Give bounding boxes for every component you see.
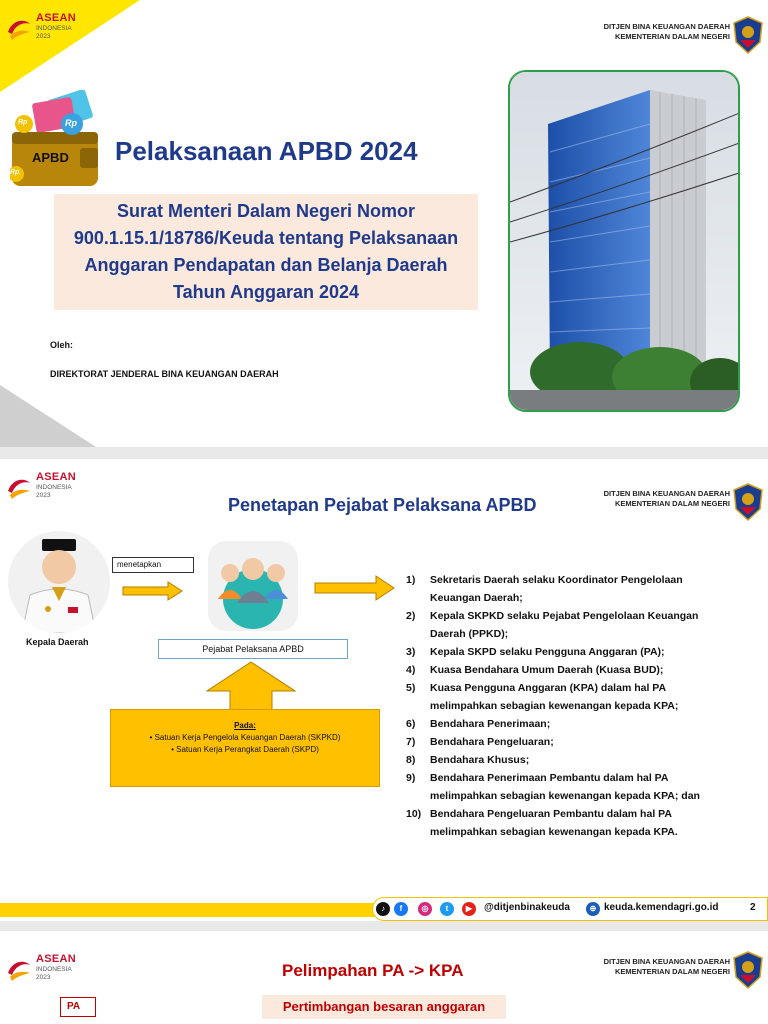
building-photo	[508, 70, 740, 412]
pada-item-text: Satuan Kerja Pengelola Keuangan Daerah (SKPKD)	[154, 733, 341, 742]
social-handle[interactable]: @ditjenbinakeuda	[484, 902, 570, 913]
slide-separator	[0, 447, 768, 459]
asean-title: ASEAN	[36, 953, 77, 965]
list-text: Kuasa Pengguna Anggaran (KPA) dalam hal PA	[430, 682, 667, 694]
corner-decoration	[0, 385, 96, 447]
pa-box: PA	[60, 997, 96, 1017]
list-item	[406, 571, 756, 607]
list-number: 9)	[406, 772, 416, 784]
people-group-icon	[208, 541, 298, 631]
asean-logo	[6, 469, 86, 509]
list-text: melimpahkan sebagian kewenangan kepada KPA.	[430, 826, 678, 838]
list-text: Bendahara Penerimaan;	[430, 718, 551, 730]
list-text: melimpahkan sebagian kewenangan kepada KPA; dan	[430, 790, 700, 802]
list-text: Bendahara Pengeluaran Pembantu dalam hal PA	[430, 808, 672, 820]
letter-reference-box	[54, 194, 478, 310]
pejabat-pelaksana-label: Pejabat Pelaksana APBD	[158, 639, 348, 659]
list-text: Sekretaris Daerah selaku Koordinator Pengelolaan	[430, 574, 683, 586]
pada-box	[110, 709, 380, 787]
social-footer	[0, 897, 768, 921]
facebook-icon[interactable]: f	[394, 902, 408, 916]
list-item	[406, 733, 756, 751]
wallet-label: APBD	[32, 150, 69, 165]
apbd-wallet-illustration	[10, 90, 102, 190]
ditjen-header	[604, 22, 730, 42]
list-item	[406, 607, 756, 643]
list-text: Kepala SKPKD selaku Pejabat Pengelolaan Keuangan	[430, 610, 699, 622]
page-number: 2	[750, 902, 756, 913]
pada-title: Pada:	[234, 721, 256, 730]
globe-icon: ⊕	[586, 902, 600, 916]
asean-country: INDONESIA	[36, 25, 72, 32]
list-text: melimpahkan sebagian kewenangan kepada KPA;	[430, 700, 679, 712]
menetapkan-label: menetapkan	[112, 557, 194, 573]
coin-label: Rp	[65, 118, 77, 128]
list-text: Bendahara Penerimaan Pembantu dalam hal PA	[430, 772, 669, 784]
ditjen-line1: DITJEN BINA KEUANGAN DAERAH	[603, 22, 730, 31]
list-item	[406, 679, 756, 715]
list-number: 1)	[406, 574, 416, 586]
asean-title: ASEAN	[36, 12, 77, 24]
slide-cover	[0, 0, 768, 447]
asean-logo	[6, 951, 86, 991]
list-number: 8)	[406, 754, 416, 766]
list-text: Bendahara Khusus;	[430, 754, 530, 766]
list-text: Keuangan Daerah;	[430, 592, 523, 604]
pejabat-illustration	[208, 541, 298, 631]
asean-title: ASEAN	[36, 471, 77, 483]
instagram-icon[interactable]: ◎	[418, 902, 432, 916]
tiktok-icon[interactable]: ♪	[376, 902, 390, 916]
by-label: Oleh:	[50, 340, 74, 350]
coin-label: Rp	[18, 119, 28, 126]
kemendagri-emblem-icon	[732, 483, 764, 521]
arrow-right-icon	[314, 575, 396, 601]
letter-reference: Surat Menteri Dalam Negeri Nomor 900.1.15.1/18786/Keuda tentang Pelaksanaan Anggaran Pendapatan dan Belanja Daerah Tahun Anggaran 2024	[73, 201, 459, 302]
ditjen-line2: KEMENTERIAN DALAM NEGERI	[614, 499, 730, 508]
coin-label: Rp	[10, 169, 20, 176]
website-link[interactable]: keuda.kemendagri.go.id	[604, 902, 719, 913]
ditjen-line1: DITJEN BINA KEUANGAN DAERAH	[603, 489, 730, 498]
list-number: 6)	[406, 718, 416, 730]
kemendagri-emblem-icon	[732, 951, 764, 989]
pada-item: • Satuan Kerja Perangkat Daerah (SKPD)	[171, 745, 319, 754]
slide-title: Pelimpahan PA -> KPA	[282, 961, 464, 980]
list-number: 7)	[406, 736, 416, 748]
arrow-up-icon	[206, 661, 296, 711]
author-name: DIREKTORAT JENDERAL BINA KEUANGAN DAERAH	[50, 369, 279, 379]
list-text: Kuasa Bendahara Umum Daerah (Kuasa BUD);	[430, 664, 664, 676]
slide-penetapan	[0, 459, 768, 921]
arrow-right-icon	[122, 581, 184, 601]
pada-item: • Satuan Kerja Pengelola Keuangan Daerah (SKPKD)	[149, 733, 341, 742]
ditjen-line1: DITJEN BINA KEUANGAN DAERAH	[603, 957, 730, 966]
asean-mark-icon	[6, 957, 32, 981]
building-image	[510, 72, 740, 412]
list-item	[406, 715, 756, 733]
slide-separator	[0, 921, 768, 931]
slide-pelimpahan	[0, 931, 768, 1024]
kepala-daerah-illustration	[8, 531, 110, 633]
list-text: Daerah (PPKD);	[430, 628, 509, 640]
asean-logo	[6, 10, 86, 50]
list-number: 2)	[406, 610, 416, 622]
wallet-icon	[10, 90, 102, 190]
ditjen-line2: KEMENTERIAN DALAM NEGERI	[614, 32, 730, 41]
officials-list	[406, 571, 756, 841]
list-item	[406, 769, 756, 805]
list-number: 4)	[406, 664, 416, 676]
list-text: Bendahara Pengeluaran;	[430, 736, 554, 748]
slide-title: Penetapan Pejabat Pelaksana APBD	[228, 495, 537, 515]
list-item	[406, 805, 756, 841]
list-item	[406, 751, 756, 769]
twitter-icon[interactable]: t	[440, 902, 454, 916]
ditjen-line2: KEMENTERIAN DALAM NEGERI	[614, 967, 730, 976]
kepala-daerah-label: Kepala Daerah	[26, 637, 89, 647]
asean-mark-icon	[6, 16, 32, 40]
list-text: Kepala SKPD selaku Pengguna Anggaran (PA);	[430, 646, 665, 658]
kemendagri-emblem-icon	[732, 16, 764, 54]
pada-item-text: Satuan Kerja Perangkat Daerah (SKPD)	[176, 745, 319, 754]
official-icon	[8, 531, 110, 633]
asean-country: INDONESIA	[36, 966, 72, 973]
asean-year: 2023	[36, 974, 51, 981]
page-title: Pelaksanaan APBD 2024	[115, 136, 418, 166]
asean-year: 2023	[36, 33, 51, 40]
list-item	[406, 661, 756, 679]
youtube-icon[interactable]: ▶	[462, 902, 476, 916]
list-number: 3)	[406, 646, 416, 658]
list-item	[406, 643, 756, 661]
list-number: 10)	[406, 808, 422, 820]
asean-year: 2023	[36, 492, 51, 499]
ditjen-header	[604, 957, 730, 977]
asean-country: INDONESIA	[36, 484, 72, 491]
ditjen-header	[604, 489, 730, 509]
list-number: 5)	[406, 682, 416, 694]
pertimbangan-label: Pertimbangan besaran anggaran	[262, 995, 506, 1019]
asean-mark-icon	[6, 475, 32, 499]
